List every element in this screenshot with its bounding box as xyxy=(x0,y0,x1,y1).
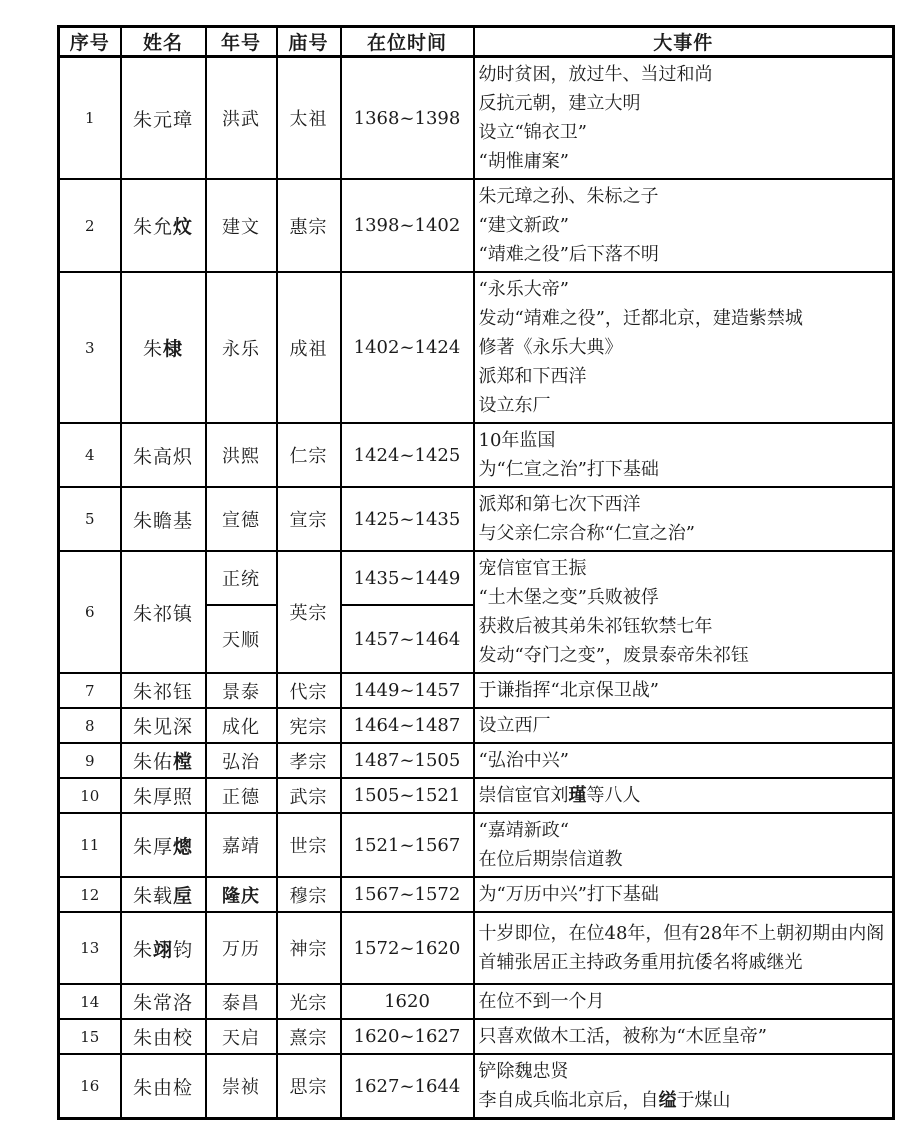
era-cell: 建文 xyxy=(206,179,277,272)
table-row xyxy=(59,487,894,551)
event-line: 获救后被其弟朱祁钰软禁七年 xyxy=(478,616,713,637)
event-line: “弘治中兴” xyxy=(478,750,569,771)
reign-cell: 1398~1402 xyxy=(341,179,474,272)
no-cell: 9 xyxy=(59,743,121,778)
reign-cell: 1425~1435 xyxy=(341,487,474,551)
no-cell: 5 xyxy=(59,487,121,551)
name-cell: 朱瞻基 xyxy=(121,487,206,551)
event-line: 为“万历中兴”打下基础 xyxy=(478,884,659,905)
table-row xyxy=(59,179,894,272)
table-row xyxy=(59,1019,894,1054)
reign-cell: 1464~1487 xyxy=(341,708,474,743)
event-line: 与父亲仁宗合称“仁宣之治” xyxy=(478,523,695,544)
name-cell: 朱佑樘 xyxy=(121,743,206,778)
events-cell xyxy=(474,673,894,708)
name-cell: 朱见深 xyxy=(121,708,206,743)
event-line: “土木堡之变”兵败被俘 xyxy=(478,587,659,608)
event-line: “建文新政” xyxy=(478,215,569,236)
events-cell xyxy=(474,1054,894,1119)
temple-cell: 代宗 xyxy=(277,673,341,708)
temple-cell: 熹宗 xyxy=(277,1019,341,1054)
event-line: 发动“夺门之变”，废景泰帝朱祁钰 xyxy=(478,645,749,666)
event-line: 崇信宦官刘瑾等八人 xyxy=(478,785,641,806)
table-row xyxy=(59,743,894,778)
era-cell: 成化 xyxy=(206,708,277,743)
era-cell: 洪武 xyxy=(206,57,277,180)
document-sheet xyxy=(57,25,895,1120)
table-row xyxy=(59,57,894,180)
no-cell: 10 xyxy=(59,778,121,813)
event-line: “永乐大帝” xyxy=(478,279,569,300)
era-cell: 天启 xyxy=(206,1019,277,1054)
reign-cell: 1402~1424 xyxy=(341,272,474,423)
table-row xyxy=(59,551,894,605)
event-line: 设立“锦衣卫” xyxy=(478,122,587,143)
event-line: “靖难之役”后下落不明 xyxy=(478,244,659,265)
events-cell xyxy=(474,984,894,1019)
era-cell: 正德 xyxy=(206,778,277,813)
era-cell: 嘉靖 xyxy=(206,813,277,877)
temple-cell: 光宗 xyxy=(277,984,341,1019)
table-row xyxy=(59,1054,894,1119)
events-cell xyxy=(474,743,894,778)
no-cell: 16 xyxy=(59,1054,121,1119)
header-name: 姓名 xyxy=(121,27,206,57)
events-cell xyxy=(474,708,894,743)
era-cell: 万历 xyxy=(206,912,277,984)
no-cell: 11 xyxy=(59,813,121,877)
event-line: 派郑和第七次下西洋 xyxy=(478,494,641,515)
no-cell: 6 xyxy=(59,551,121,673)
events-cell xyxy=(474,778,894,813)
event-line: 幼时贫困，放过牛、当过和尚 xyxy=(478,64,713,85)
event-line: 铲除魏忠贤 xyxy=(478,1061,569,1082)
reign-cell: 1368~1398 xyxy=(341,57,474,180)
reign-cell: 1567~1572 xyxy=(341,877,474,912)
temple-cell: 神宗 xyxy=(277,912,341,984)
name-cell: 朱元璋 xyxy=(121,57,206,180)
emperor-table-body xyxy=(59,57,894,1119)
no-cell: 8 xyxy=(59,708,121,743)
temple-cell: 宣宗 xyxy=(277,487,341,551)
table-row xyxy=(59,673,894,708)
name-cell: 朱高炽 xyxy=(121,423,206,487)
temple-cell: 宪宗 xyxy=(277,708,341,743)
table-row xyxy=(59,708,894,743)
temple-cell: 孝宗 xyxy=(277,743,341,778)
reign-cell: 1435~1449 xyxy=(341,551,474,605)
header-events: 大事件 xyxy=(474,27,894,57)
temple-cell: 成祖 xyxy=(277,272,341,423)
events-cell xyxy=(474,813,894,877)
name-cell: 朱翊钧 xyxy=(121,912,206,984)
name-cell: 朱祁镇 xyxy=(121,551,206,673)
reign-cell: 1505~1521 xyxy=(341,778,474,813)
event-line: 在位不到一个月 xyxy=(478,991,605,1012)
event-line: “胡惟庸案” xyxy=(478,151,569,172)
temple-cell: 惠宗 xyxy=(277,179,341,272)
reign-cell: 1620~1627 xyxy=(341,1019,474,1054)
reign-cell: 1449~1457 xyxy=(341,673,474,708)
events-cell xyxy=(474,272,894,423)
era-cell: 泰昌 xyxy=(206,984,277,1019)
name-cell: 朱祁钰 xyxy=(121,673,206,708)
header-reign: 在位时间 xyxy=(341,27,474,57)
name-cell: 朱厚熜 xyxy=(121,813,206,877)
event-line: 设立西厂 xyxy=(478,715,551,736)
era-cell: 永乐 xyxy=(206,272,277,423)
event-line: 朱元璋之孙、朱标之子 xyxy=(478,186,659,207)
header-ordinal: 序号 xyxy=(59,27,121,57)
reign-cell: 1521~1567 xyxy=(341,813,474,877)
temple-cell: 英宗 xyxy=(277,551,341,673)
event-line: 于谦指挥“北京保卫战” xyxy=(478,680,659,701)
no-cell: 12 xyxy=(59,877,121,912)
name-cell: 朱厚照 xyxy=(121,778,206,813)
name-cell: 朱由检 xyxy=(121,1054,206,1119)
event-line: 10年监国 xyxy=(478,430,556,451)
no-cell: 4 xyxy=(59,423,121,487)
events-cell xyxy=(474,912,894,984)
table-row xyxy=(59,813,894,877)
temple-cell: 武宗 xyxy=(277,778,341,813)
table-row xyxy=(59,984,894,1019)
era-cell: 宣德 xyxy=(206,487,277,551)
reign-cell: 1620 xyxy=(341,984,474,1019)
event-line: 发动“靖难之役”，迁都北京，建造紫禁城 xyxy=(478,308,803,329)
reign-cell: 1487~1505 xyxy=(341,743,474,778)
era-cell: 正统 xyxy=(206,551,277,605)
events-cell xyxy=(474,1019,894,1054)
era-cell: 弘治 xyxy=(206,743,277,778)
table-row xyxy=(59,877,894,912)
temple-cell: 世宗 xyxy=(277,813,341,877)
event-line: 宠信宦官王振 xyxy=(478,558,587,579)
table-header xyxy=(59,27,894,57)
event-line: 反抗元朝，建立大明 xyxy=(478,93,641,114)
table-row xyxy=(59,272,894,423)
era-cell: 洪熙 xyxy=(206,423,277,487)
reign-cell: 1424~1425 xyxy=(341,423,474,487)
temple-cell: 思宗 xyxy=(277,1054,341,1119)
event-line: 设立东厂 xyxy=(478,395,551,416)
name-cell: 朱允炆 xyxy=(121,179,206,272)
event-line: 修著《永乐大典》 xyxy=(478,337,623,358)
era-cell: 景泰 xyxy=(206,673,277,708)
events-cell xyxy=(474,179,894,272)
table-row xyxy=(59,423,894,487)
header-temple: 庙号 xyxy=(277,27,341,57)
temple-cell: 太祖 xyxy=(277,57,341,180)
no-cell: 1 xyxy=(59,57,121,180)
era-cell: 天顺 xyxy=(206,605,277,673)
no-cell: 7 xyxy=(59,673,121,708)
name-cell: 朱棣 xyxy=(121,272,206,423)
no-cell: 15 xyxy=(59,1019,121,1054)
no-cell: 3 xyxy=(59,272,121,423)
table-row xyxy=(59,778,894,813)
era-cell: 崇祯 xyxy=(206,1054,277,1119)
event-line: 十岁即位，在位48年，但有28年不上朝初期由内阁首辅张居正主持政务重用抗倭名将戚继光 xyxy=(478,923,885,973)
events-cell xyxy=(474,57,894,180)
no-cell: 14 xyxy=(59,984,121,1019)
event-line: 为“仁宣之治”打下基础 xyxy=(478,459,659,480)
event-line: 派郑和下西洋 xyxy=(478,366,587,387)
no-cell: 2 xyxy=(59,179,121,272)
table-row xyxy=(59,912,894,984)
events-cell xyxy=(474,551,894,673)
name-cell: 朱由校 xyxy=(121,1019,206,1054)
event-line: 在位后期崇信道教 xyxy=(478,849,623,870)
reign-cell: 1572~1620 xyxy=(341,912,474,984)
event-line: 只喜欢做木工活，被称为“木匠皇帝” xyxy=(478,1026,767,1047)
emperors-table xyxy=(57,25,895,1120)
events-cell xyxy=(474,423,894,487)
header-era: 年号 xyxy=(206,27,277,57)
event-line: “嘉靖新政“ xyxy=(478,820,569,841)
era-cell: 隆庆 xyxy=(206,877,277,912)
name-cell: 朱常洛 xyxy=(121,984,206,1019)
events-cell xyxy=(474,487,894,551)
temple-cell: 仁宗 xyxy=(277,423,341,487)
reign-cell: 1627~1644 xyxy=(341,1054,474,1119)
no-cell: 13 xyxy=(59,912,121,984)
event-line: 李自成兵临北京后，自缢于煤山 xyxy=(478,1090,731,1111)
reign-cell: 1457~1464 xyxy=(341,605,474,673)
name-cell: 朱载垕 xyxy=(121,877,206,912)
temple-cell: 穆宗 xyxy=(277,877,341,912)
header-row xyxy=(59,27,894,57)
events-cell xyxy=(474,877,894,912)
